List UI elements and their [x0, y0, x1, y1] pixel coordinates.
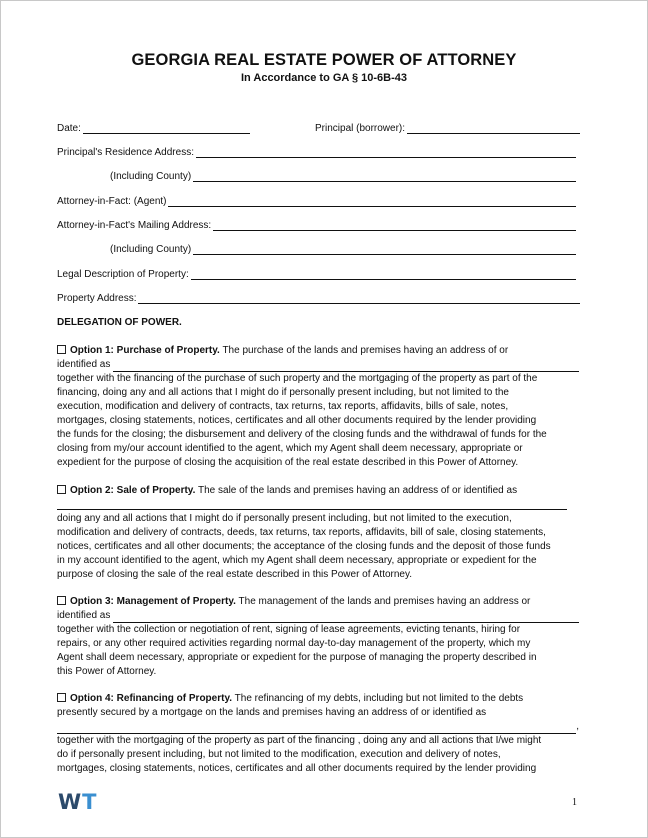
property-label: Property Address: — [57, 293, 137, 304]
county1-label: (Including County) — [110, 171, 192, 182]
property-field — [57, 290, 580, 304]
option-4-title: Option 4: Refinancing of Property. — [70, 693, 233, 704]
option-4-line: mortgages, closing statements, notices, certificates and all other documents required by the lender providing — [57, 763, 537, 774]
option-1-line: mortgages, closing statements, notices, certificates and all other documents required by the lender providing — [57, 415, 537, 426]
option-4-line: together with the mortgaging of the property as part of the financing , doing any and all actions that I/we might — [57, 735, 542, 746]
mailing-line[interactable] — [213, 219, 576, 231]
option-4-intro: The refinancing of my debts, including but not limited to the debts — [234, 693, 524, 704]
option-2 — [57, 484, 579, 582]
option-3-line: this Power of Attorney. — [57, 666, 157, 677]
residence-line[interactable] — [196, 146, 576, 158]
logo-letter-t: T — [82, 790, 98, 814]
mailing-field — [57, 217, 576, 231]
delegation-heading: DELEGATION OF POWER. — [57, 317, 182, 328]
option-1-line: the funds for the closing; the disbursement and delivery of the closing funds and the withdrawal of funds for the — [57, 429, 547, 440]
residence-field — [57, 144, 576, 158]
option-3-line: repairs, or any other required activities regarding normal day-to-day management of the property, which my — [57, 638, 531, 649]
option-1-line: closing from my/our account identified to the agent, which my Agent shall deem necessary, appropriate or — [57, 443, 523, 454]
option-2-line: in my account identified to the agent, which my Agent shall deem necessary, appropriate or expedient for the — [57, 555, 537, 566]
county2-field — [110, 241, 576, 255]
principal-line[interactable] — [407, 122, 580, 134]
county1-line[interactable] — [193, 170, 576, 182]
option-3 — [57, 595, 579, 679]
legal-field — [57, 266, 576, 280]
option-4 — [57, 692, 579, 776]
option-2-intro: The sale of the lands and premises having an address of or identified as — [198, 485, 518, 496]
county2-label: (Including County) — [110, 244, 192, 255]
option-3-line: together with the collection or negotiation of rent, signing of lease agreements, evicting tenants, hiring for — [57, 624, 521, 635]
legal-label: Legal Description of Property: — [57, 269, 189, 280]
option-3-line: Agent shall deem necessary, appropriate or expedient for the purpose of managing the property described in — [57, 652, 537, 663]
option-2-title: Option 2: Sale of Property. — [70, 485, 196, 496]
property-line[interactable] — [138, 292, 580, 304]
agent-label: Attorney-in-Fact: (Agent) — [57, 196, 167, 207]
option-3-checkbox[interactable] — [57, 596, 66, 605]
page-number: 1 — [572, 797, 577, 808]
wt-logo — [58, 790, 98, 814]
agent-line[interactable] — [168, 195, 576, 207]
option-1-checkbox[interactable] — [57, 345, 66, 354]
document-title: GEORGIA REAL ESTATE POWER OF ATTORNEY — [131, 51, 517, 69]
option-1-identified: identified as — [57, 359, 111, 370]
date-field — [57, 120, 250, 134]
option-2-blank[interactable] — [57, 498, 567, 510]
option-2-line: modification and delivery of contracts, deeds, tax returns, tax reports, affidavits, bill of sale, closing statements, — [57, 527, 546, 538]
option-3-blank[interactable] — [113, 612, 579, 623]
option-1-intro: The purchase of the lands and premises having an address of or — [222, 345, 509, 356]
option-2-line: notices, certificates and all other documents; the acceptance of the closing funds and the deposit of those funds — [57, 541, 551, 552]
option-4-presently: presently secured by a mortgage on the lands and premises having an address of or identified as — [57, 707, 487, 718]
option-2-line: doing any and all actions that I might do if personally present including, but not limited to the execution, — [57, 513, 512, 524]
option-2-line: purpose of closing the sale of the real estate described in this Power of Attorney. — [57, 569, 413, 580]
principal-label: Principal (borrower): — [315, 123, 406, 134]
option-4-checkbox[interactable] — [57, 693, 66, 702]
option-1-line: together with the financing of the purchase of such property and the mortgaging of the property as part of the — [57, 373, 538, 384]
county1-field — [110, 168, 576, 182]
document-subtitle: In Accordance to GA § 10-6B-43 — [240, 72, 408, 84]
legal-line[interactable] — [191, 268, 576, 280]
option-4-comma: , — [576, 721, 579, 732]
mailing-label: Attorney-in-Fact's Mailing Address: — [57, 220, 212, 231]
residence-label: Principal's Residence Address: — [57, 147, 194, 158]
option-1-line: financing, doing any and all actions that I might do if personally present including, but not limited to the — [57, 387, 509, 398]
option-3-title: Option 3: Management of Property. — [70, 596, 236, 607]
option-4-blank[interactable] — [57, 723, 576, 734]
option-4-line: do if personally present including, but not limited to the modification, execution and delivery of notes, — [57, 749, 501, 760]
option-2-checkbox[interactable] — [57, 485, 66, 494]
option-3-intro: The management of the lands and premises having an address or — [238, 596, 531, 607]
county2-line[interactable] — [193, 243, 576, 255]
agent-field — [57, 193, 576, 207]
option-1-line: expedient for the purpose of closing the acquisition of the real estate described in this Power of Attorney. — [57, 457, 519, 468]
logo-letter-w: W — [58, 790, 83, 814]
option-1 — [57, 344, 579, 470]
option-1-title: Option 1: Purchase of Property. — [70, 345, 220, 356]
date-label: Date: — [57, 123, 81, 134]
option-1-blank[interactable] — [113, 361, 579, 372]
option-1-line: execution, modification and delivery of contracts, tax returns, tax reports, affidavits, bills of sale, notes, — [57, 401, 509, 412]
date-line[interactable] — [83, 122, 250, 134]
option-3-identified: identified as — [57, 610, 111, 621]
principal-field — [315, 120, 580, 134]
